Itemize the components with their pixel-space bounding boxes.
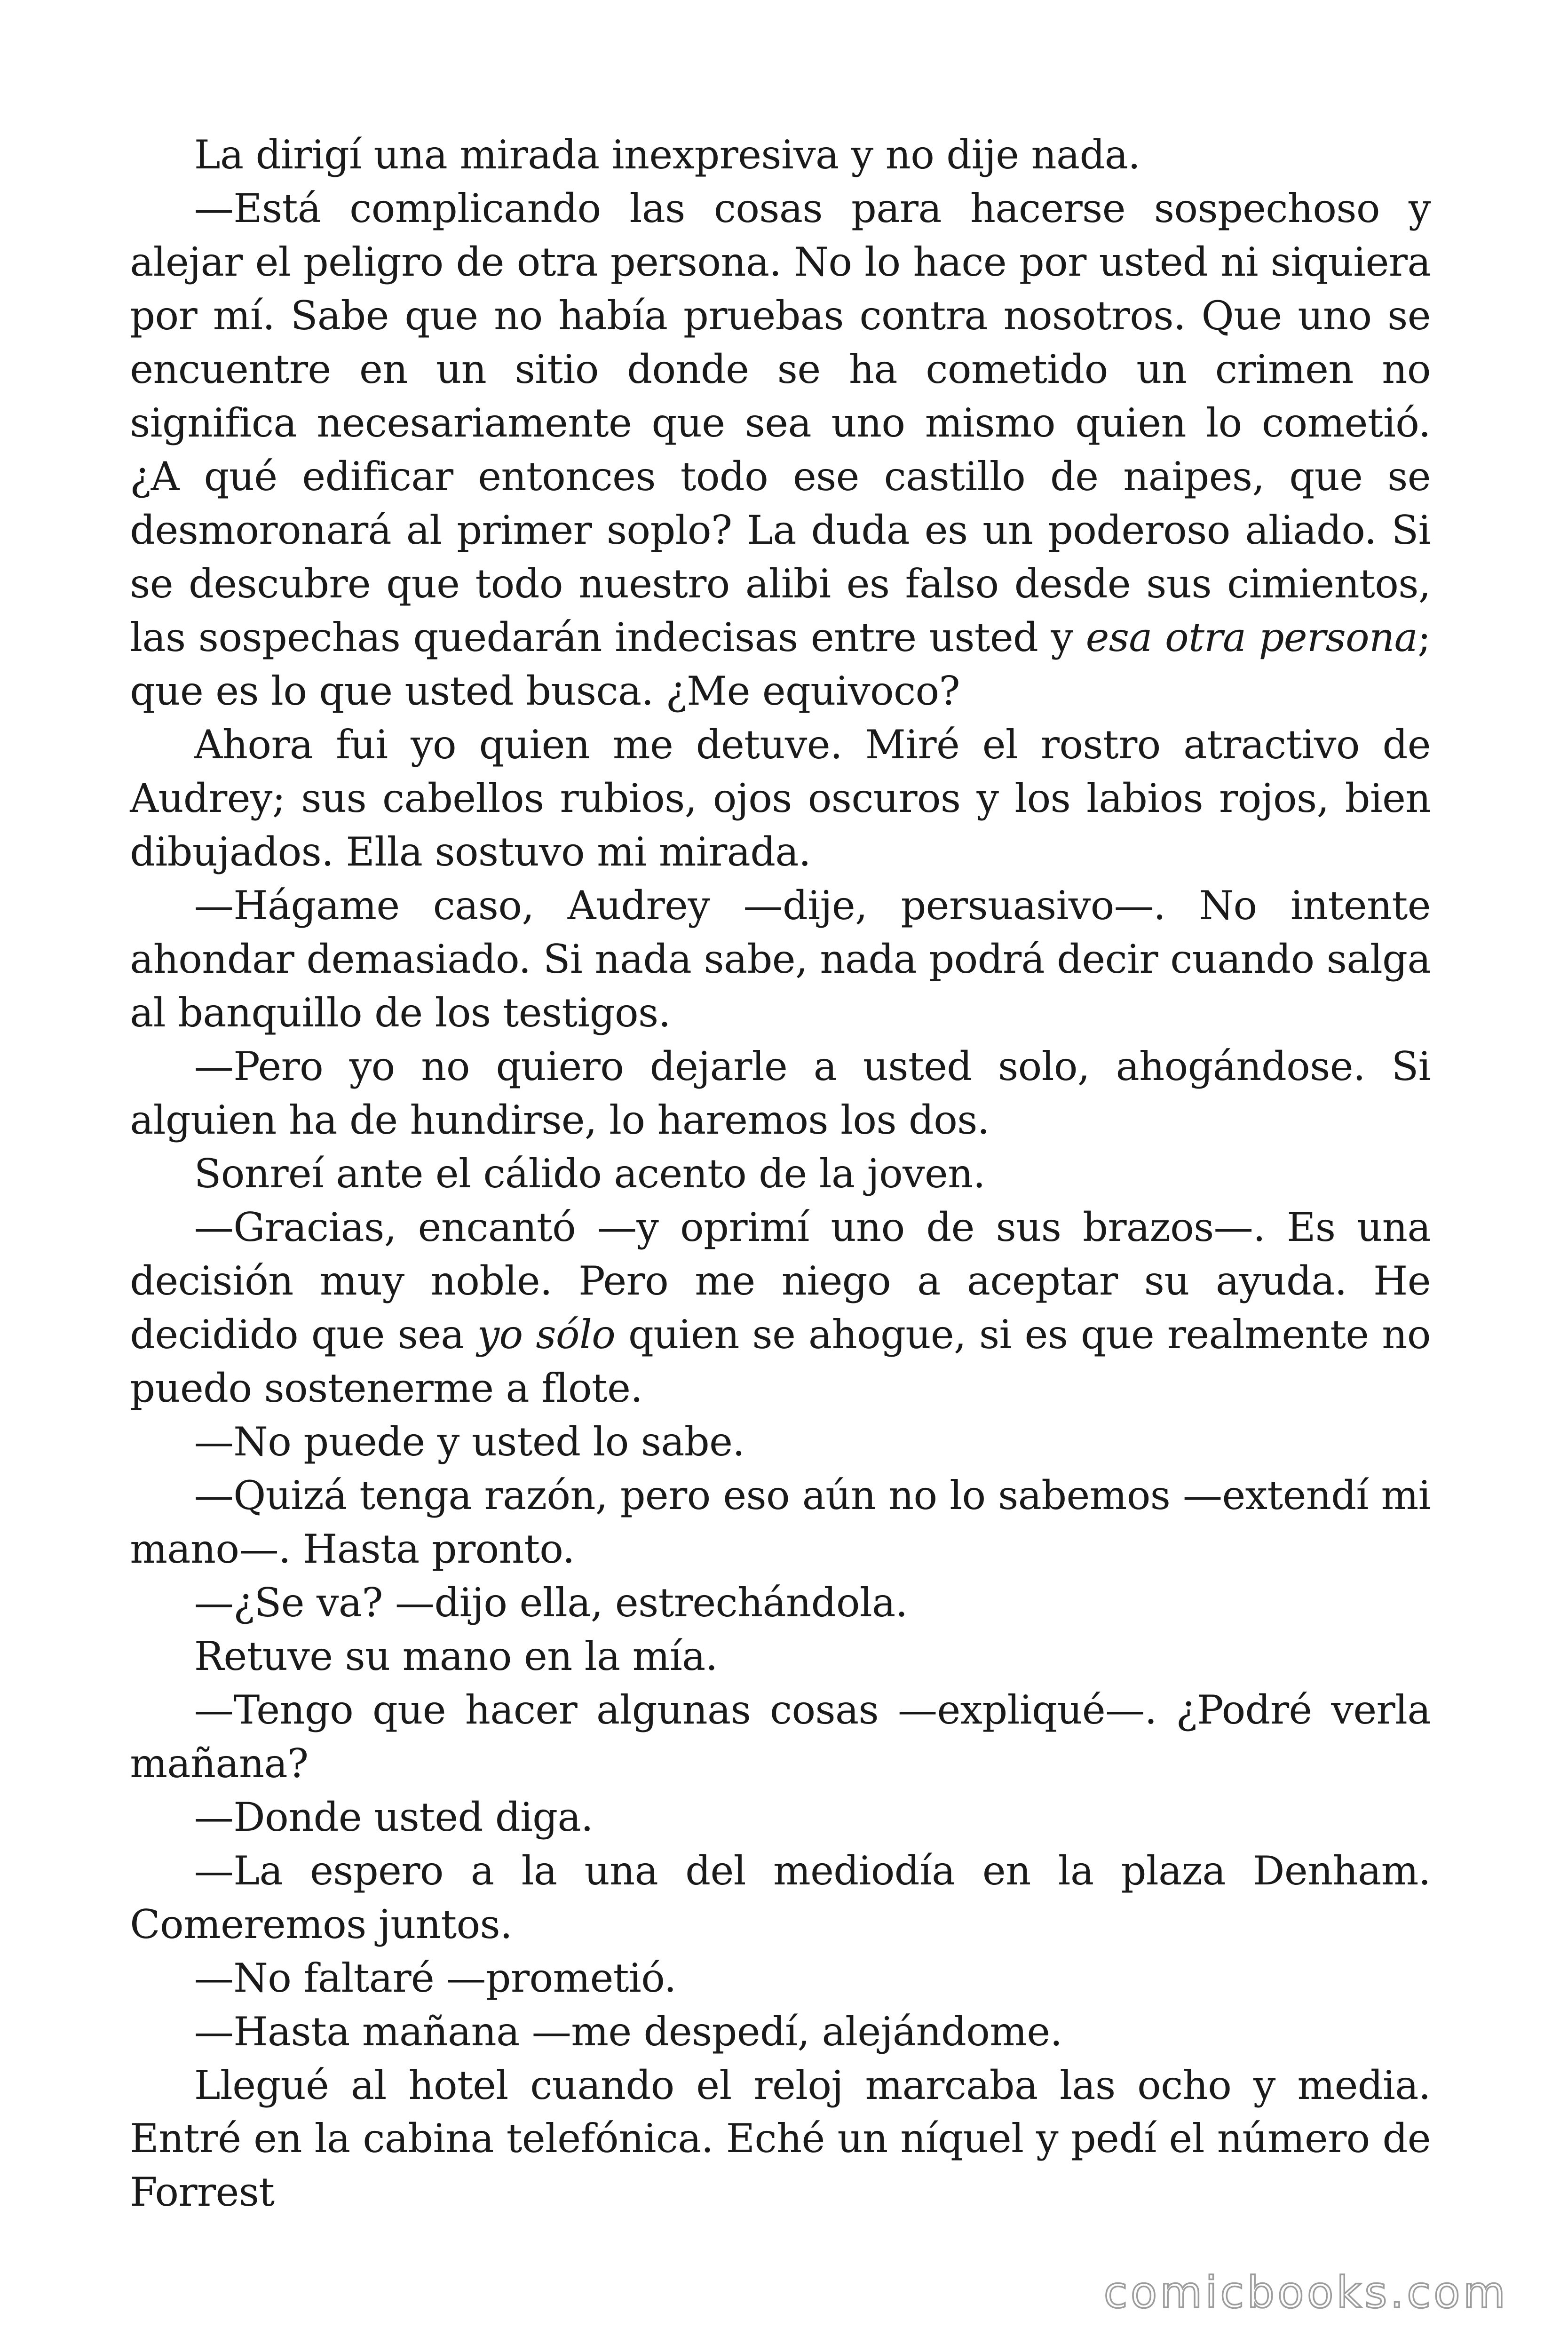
paragraph: —Hasta mañana —me despedí, alejándome. bbox=[194, 2008, 1062, 2055]
paragraph: Sonreí ante el cálido acento de la joven. bbox=[194, 1150, 985, 1197]
paragraph-text: quien se ahogue, si es que realmente no puedo sostenerme a flote. bbox=[130, 1311, 1431, 1411]
paragraph: —Quizá tenga razón, pero eso aún no lo sabemos —extendí mi mano—. Hasta pronto. bbox=[130, 1472, 1431, 1572]
paragraph: —Hágame caso, Audrey —dije, persuasivo—. No intente ahondar demasiado. Si nada sabe, nada podrá decir cuando salga al banquillo de los testigos. bbox=[130, 882, 1431, 1036]
paragraph: —Donde usted diga. bbox=[194, 1794, 594, 1840]
paragraph: Ahora fui yo quien me detuve. Miré el rostro atractivo de Audrey; sus cabellos rubios, ojos oscuros y los labios rojos, bien dibujados. Ella sostuvo mi mirada. bbox=[130, 721, 1431, 875]
paragraph bbox=[130, 182, 1431, 718]
paragraph: —No faltaré —prometió. bbox=[194, 1955, 676, 2001]
paragraph: La dirigí una mirada inexpresiva y no dije nada. bbox=[194, 132, 1140, 178]
paragraph bbox=[130, 1201, 1431, 1415]
paragraph: —Tengo que hacer algunas cosas —expliqué—. ¿Podré verla mañana? bbox=[130, 1686, 1431, 1787]
paragraph: —La espero a la una del mediodía en la plaza Denham. Comeremos juntos. bbox=[130, 1847, 1431, 1947]
paragraph: Retuve su mano en la mía. bbox=[194, 1633, 718, 1679]
paragraph: —No puede y usted lo sabe. bbox=[194, 1418, 745, 1465]
paragraph: —¿Se va? —dijo ella, estrechándola. bbox=[194, 1579, 908, 1626]
paragraph: Llegué al hotel cuando el reloj marcaba las ocho y media. Entré en la cabina telefónica. Eché un níquel y pedí el número de Forrest bbox=[130, 2062, 1431, 2216]
paragraph-text: —Está complicando las cosas para hacerse sospechoso y alejar el peligro de otra persona. No lo hace por usted ni siquiera por mí. Sabe que no había pruebas contra nosotros. Que uno se encuentre en un sitio donde se ha cometido un crimen no significa necesariamente que sea uno mismo quien lo cometió. ¿A qué edificar entonces todo ese castillo de naipes, que se desmoronará al primer soplo? La duda es un poderoso aliado. Si se descubre que todo nuestro alibi es falso desde sus cimientos, las sospechas quedarán indecisas entre usted y bbox=[130, 185, 1431, 660]
paragraph-text: —Gracias, encantó —y oprimí uno de sus brazos—. Es una decisión muy noble. Pero me niego a aceptar su ayuda. He decidido que sea bbox=[130, 1204, 1431, 1358]
page-body bbox=[130, 128, 1431, 2219]
watermark: comicbooks.com bbox=[1103, 2267, 1508, 2318]
paragraph-text: ; que es lo que usted busca. ¿Me equivoco? bbox=[130, 614, 1431, 714]
paragraph: —Pero yo no quiero dejarle a usted solo, ahogándose. Si alguien ha de hundirse, lo haremos los dos. bbox=[130, 1043, 1431, 1143]
italic-phrase: esa otra persona bbox=[1085, 614, 1418, 660]
italic-phrase: yo sólo bbox=[477, 1311, 616, 1358]
